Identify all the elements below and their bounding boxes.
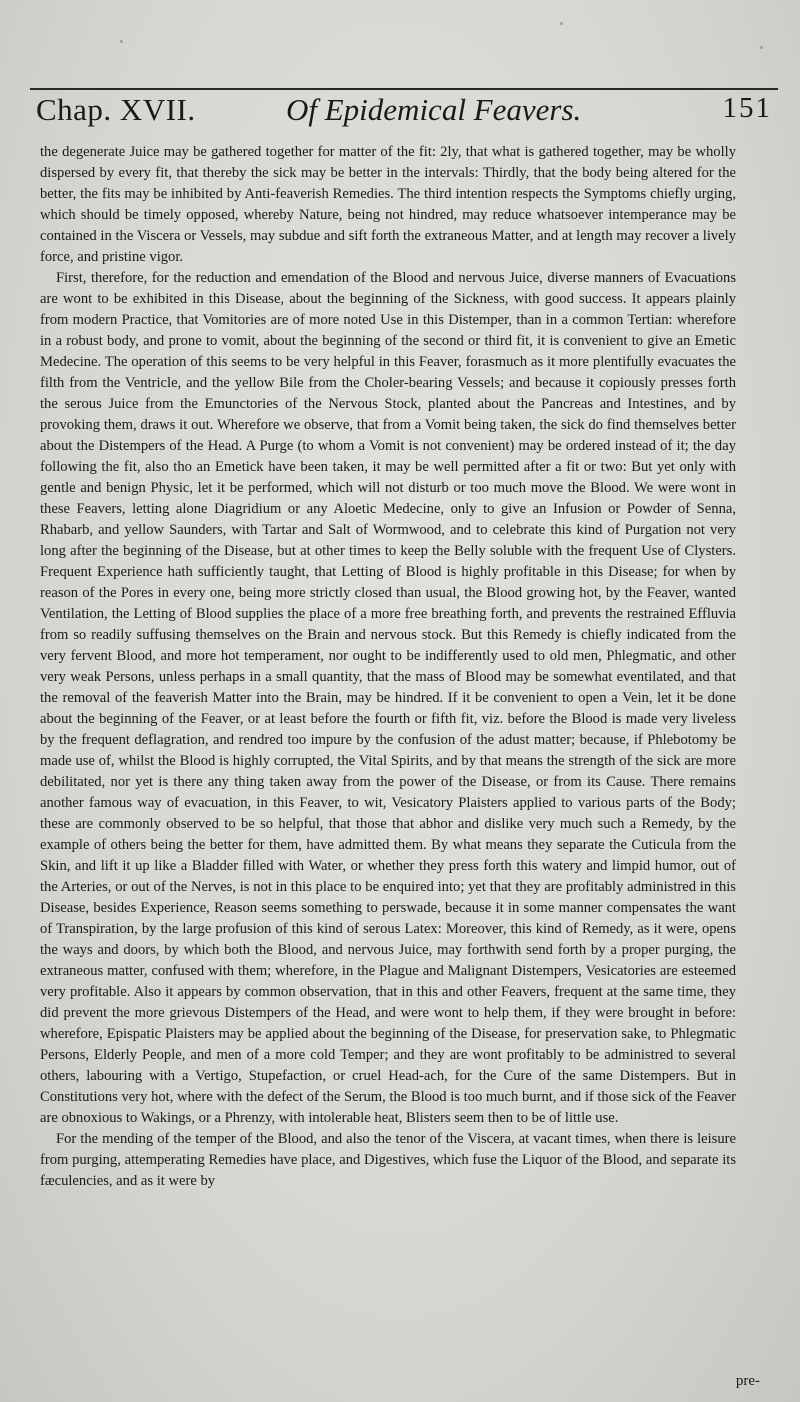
catchword: pre- [735,1373,760,1389]
paper-speck [120,40,123,43]
paper-speck [560,22,563,25]
header-rule [30,88,778,90]
paragraph: For the mending of the temper of the Blood, and also the tenor of the Viscera, at vacant times, when there is leisure from purging, attemperating Remedies have place, and Digestives, which fuse the Liquor of the Blood, and separate its fæculencies, and as it were by [40,1131,736,1189]
paragraph: the degenerate Juice may be gathered together for matter of the fit: 2ly, that what is gathered together, may be wholly dispersed by every fit, that thereby the sick may be better in the intervals: Thirdly, that the body being altered for the better, the fits may be inhibited by Anti-feaverish Remedies. The third intention respects the Symptoms chiefly urging, which should be timely opposed, whereby Nature, being not hindred, may reduce whatsoever intemperance may be contained in the Viscera or Vessels, may subdue and sift forth the extraneous Matter, and at length may recover a lively force, and pristine vigor. [40,144,736,265]
page-number: 151 [722,92,772,124]
chapter-label: Chap. XVII. [36,92,196,127]
chapter-title: Of Epidemical Feavers. [286,92,582,127]
running-header [36,92,772,136]
paper-speck [760,46,763,49]
paragraph: First, therefore, for the reduction and emendation of the Blood and nervous Juice, diverse manners of Evacuations are wont to be exhibited in this Disease, about the beginning of the Sickness, with good success. It appears plainly from modern Practice, that Vomitories are of more noted Use in this Distemper, than in a common Tertian: wherefore in a robust body, and prone to vomit, about the beginning of the second or third fit, it is convenient to give an Emetic Medecine. The operation of this seems to be very helpful in this Feaver, forasmuch as it more plentifully evacuates the filth from the Ventricle, and the yellow Bile from the Choler-bearing Vessels; and because it copiously presses forth the serous Juice from the Emunctories of the Nervous Stock, planted about the Pancreas and Intestines, and by provoking them, draws it out. Wherefore we observe, that from a Vomit being taken, the sick do find themselves better about the Distempers of the Head. A Purge (to whom a Vomit is not convenient) may be ordered instead of it; the day following the fit, also tho an Emetick have been taken, it may be well permitted after a fit or two: But yet only with gentle and benign Physic, let it be performed, which will not disturb or too much move the Blood. We were wont in these Feavers, letting alone Diagridium or any Aloetic Medecine, only to give an Infusion or Powder of Senna, Rhabarb, and yellow Saunders, with Tartar and Salt of Wormwood, and to celebrate this kind of Purgation not very long after the beginning of the Disease, but at other times to keep the Belly soluble with the frequent Use of Clysters. Frequent Experience hath sufficiently taught, that Letting of Blood is highly profitable in this Disease; for when by reason of the Pores in every one, being more strictly closed than usual, the Blood growing hot, by the Feaver, wanted Ventilation, the Letting of Blood supplies the place of a more free breathing forth, and prevents the restrained Effluvia from so readily suffusing themselves on the Brain and nervous stock. But this Remedy is chiefly indicated from the very fervent Blood, and more hot temperament, nor ought to be indifferently used to old men, Phlegmatic, and other very weak Persons, unless perhaps in a small quantity, that the mass of Blood may be somewhat eventilated, and that the removal of the feaverish Matter into the Brain, may be hindred. If it be convenient to open a Vein, let it be done about the beginning of the Feaver, or at least before the fourth or fifth fit, viz. before the Blood is made very liveless by the frequent deflagration, and rendred too impure by the confusion of the adust matter; because, if Phlebotomy be made use of, whilst the Blood is highly corrupted, the Vital Spirits, and by that means the strength of the sick are more debilitated, nor yet is there any thing taken away from the power of the Disease, or from its Cause. There remains another famous way of evacuation, in this Feaver, to wit, Vesicatory Plaisters applied to various parts of the Body; these are commonly observed to be so helpful, that those that abhor and dislike very much such a Remedy, by the example of others being the better for them, have admitted them. By what means they separate the Cuticula from the Skin, and lift it up like a Bladder filled with Water, or whether they press forth this watery and limpid humor, out of the Arteries, or out of the Nerves, is not in this place to be enquired into; yet that they are profitably administred in this Disease, besides Experience, Reason seems something to perswade, because it in some manner compensates the want of Transpiration, by the large profusion of this kind of serous Latex: Moreover, this kind of Remedy, as it were, opens the ways and doors, by which both the Blood, and nervous Juice, may forthwith send forth by a proper purging, the extraneous matter, confused with them; wherefore, in the Plague and Malignant Distempers, Vesicatories are esteemed very profitable. Also it appears by common observation, that in this and other Feavers, frequent at the same time, they did prevent the more grievous Distempers of the Head, and were wont to help them, if they were brought in before: wherefore, Epispatic Plaisters may be applied about the beginning of the Disease, for preservation sake, to Phlegmatic Persons, Elderly People, and men of a more cold Temper; and they are wont profitably to be administred to several others, labouring with a Vertigo, Stupefaction, or cruel Head-ach, for the Cure of the same Distempers. But in Constitutions very hot, where with the defect of the Serum, the Blood is too much burnt, and if those sick of the Feaver are obnoxious to Wakings, or a Phrenzy, with intolerable heat, Blisters seem then to be of little use. [40,270,736,1126]
body-text [40,142,736,1192]
